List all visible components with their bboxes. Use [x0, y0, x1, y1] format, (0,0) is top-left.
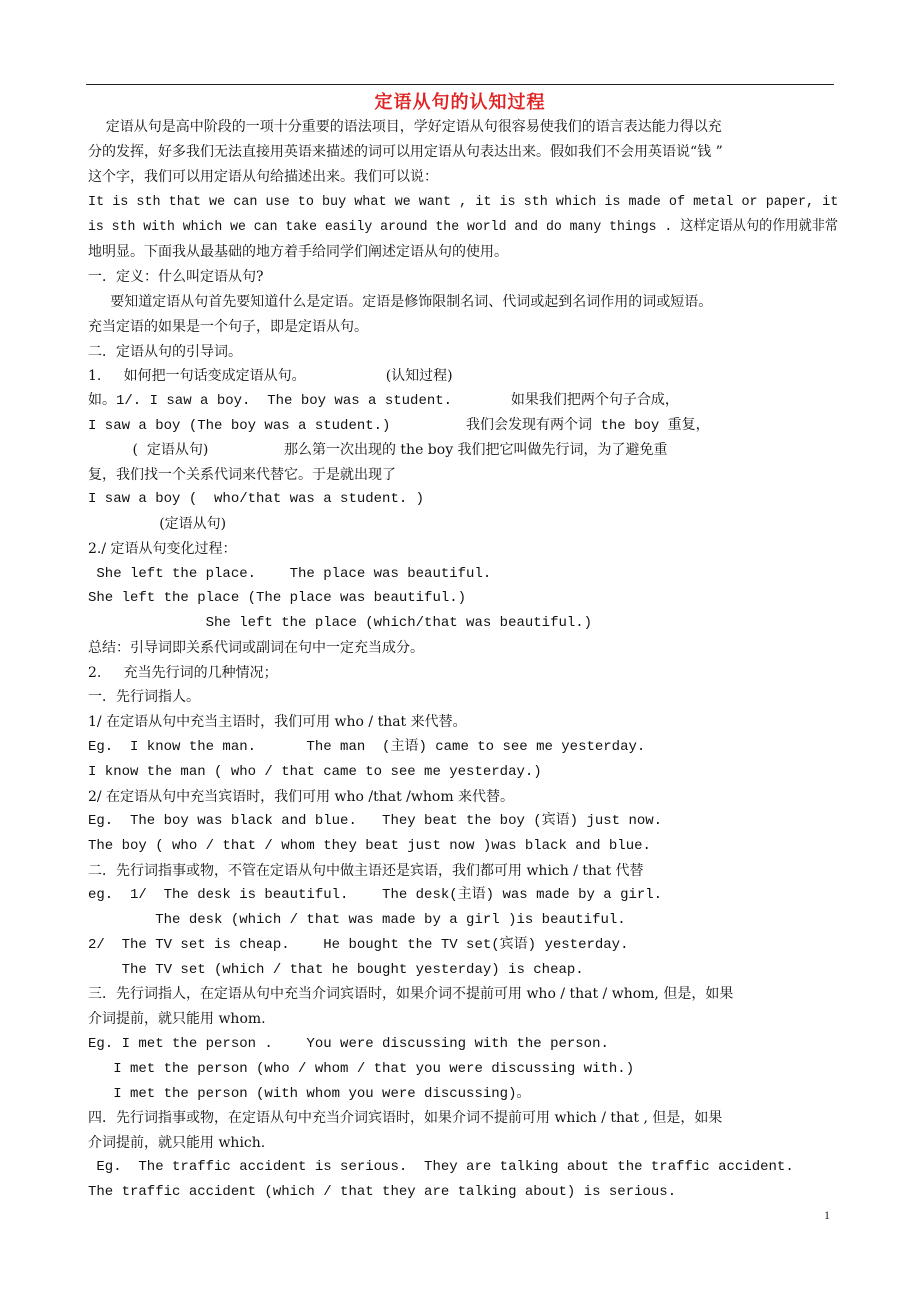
text-line: Eg. The boy was black and blue. They beat the boy (宾语) just now.	[88, 813, 663, 829]
header-rule	[86, 84, 834, 85]
text-line: Eg. I met the person . You were discussing with the person.	[88, 1036, 609, 1052]
text-line: The TV set (which / that he bought yesterday) is cheap.	[88, 962, 584, 978]
text-line: 1/ 在定语从句中充当主语时，我们可用 who / that 来代替。	[88, 714, 467, 730]
text-line: 总结：引导词即关系代词或副词在句中一定充当成分。	[88, 640, 424, 656]
text-line: It is sth that we can use to buy what we want , it is sth which is made of metal or paper, it	[88, 194, 839, 210]
text-line: Eg. I know the man. The man (主语) came to see me yesterday.	[88, 739, 646, 755]
text-line: eg. 1/ The desk is beautiful. The desk(主语) was made by a girl.	[88, 887, 663, 903]
text-line: 定语从句是高中阶段的一项十分重要的语法项目，学好定语从句很容易使我们的语言表达能力得以充	[88, 119, 722, 135]
text-line: 一．先行词指人。	[88, 689, 200, 705]
text-line: is sth with which we can take easily around the world and do many things . 这样定语从句的作用就非常	[88, 219, 839, 235]
text-line: She left the place. The place was beautiful.	[88, 566, 492, 582]
text-line: 三．先行词指人，在定语从句中充当介词宾语时，如果介词不提前可用 who / that / whom, 但是，如果	[88, 986, 734, 1002]
text-line: The traffic accident (which / that they are talking about) is serious.	[88, 1184, 677, 1200]
text-line: 充当定语的如果是一个句子，即是定语从句。	[88, 319, 368, 335]
text-line: 复，我们找一个关系代词来代替它。于是就出现了	[88, 467, 396, 483]
text-line: 四．先行词指事或物，在定语从句中充当介词宾语时，如果介词不提前可用 which / that , 但是，如果	[88, 1110, 723, 1126]
text-line: 1. 如何把一句话变成定语从句。 (认知过程)	[88, 368, 453, 384]
text-line: 二．定语从句的引导词。	[88, 344, 242, 360]
text-line: 分的发挥，好多我们无法直接用英语来描述的词可以用定语从句表达出来。假如我们不会用英语说“钱 ”	[88, 144, 723, 160]
text-line: 2. 充当先行词的几种情况；	[88, 665, 278, 681]
text-line: 要知道定语从句首先要知道什么是定语。定语是修饰限制名词、代词或起到名词作用的词或短语。	[88, 294, 713, 310]
text-line: I know the man ( who / that came to see me yesterday.)	[88, 764, 542, 780]
text-line: 二．先行词指事或物，不管在定语从句中做主语还是宾语，我们都可用 which / that 代替	[88, 863, 644, 879]
text-line: I saw a boy (The boy was a student.) 我们会发现有两个词 the boy 重复，	[88, 418, 710, 434]
text-line: Eg. The traffic accident is serious. They are talking about the traffic accident.	[88, 1159, 794, 1175]
text-line: ( 定语从句) 那么第一次出现的 the boy 我们把它叫做先行词，为了避免重	[88, 442, 668, 458]
text-line: 2./ 定语从句变化过程：	[88, 541, 237, 557]
text-line: (定语从句)	[88, 516, 227, 532]
text-line: 一．定义：什么叫定语从句?	[88, 269, 264, 285]
text-line: 2/ The TV set is cheap. He bought the TV set(宾语) yesterday.	[88, 937, 629, 953]
page-title: 定语从句的认知过程	[374, 92, 546, 113]
text-line: She left the place (which/that was beautiful.)	[88, 615, 593, 631]
text-line: 介词提前，就只能用 which.	[88, 1135, 266, 1151]
text-line: The desk (which / that was made by a girl )is beautiful.	[88, 912, 626, 928]
text-line: 地明显。下面我从最基础的地方着手给同学们阐述定语从句的使用。	[88, 244, 508, 260]
text-line: I saw a boy ( who/that was a student. )	[88, 491, 425, 507]
text-line: I met the person (who / whom / that you were discussing with.)	[88, 1061, 635, 1077]
text-line: 2/ 在定语从句中充当宾语时，我们可用 who /that /whom 来代替。	[88, 789, 515, 805]
text-line: 这个字，我们可以用定语从句给描述出来。我们可以说：	[88, 169, 438, 185]
text-line: I met the person (with whom you were discussing)。	[88, 1086, 531, 1102]
text-line: The boy ( who / that / whom they beat just now )was black and blue.	[88, 838, 651, 854]
text-line: 介词提前，就只能用 whom.	[88, 1011, 266, 1027]
text-line: She left the place (The place was beautiful.)	[88, 590, 467, 606]
page-number: 1	[824, 1208, 830, 1222]
text-line: 如。1/. I saw a boy. The boy was a student. 如果我们把两个句子合成，	[88, 393, 679, 409]
